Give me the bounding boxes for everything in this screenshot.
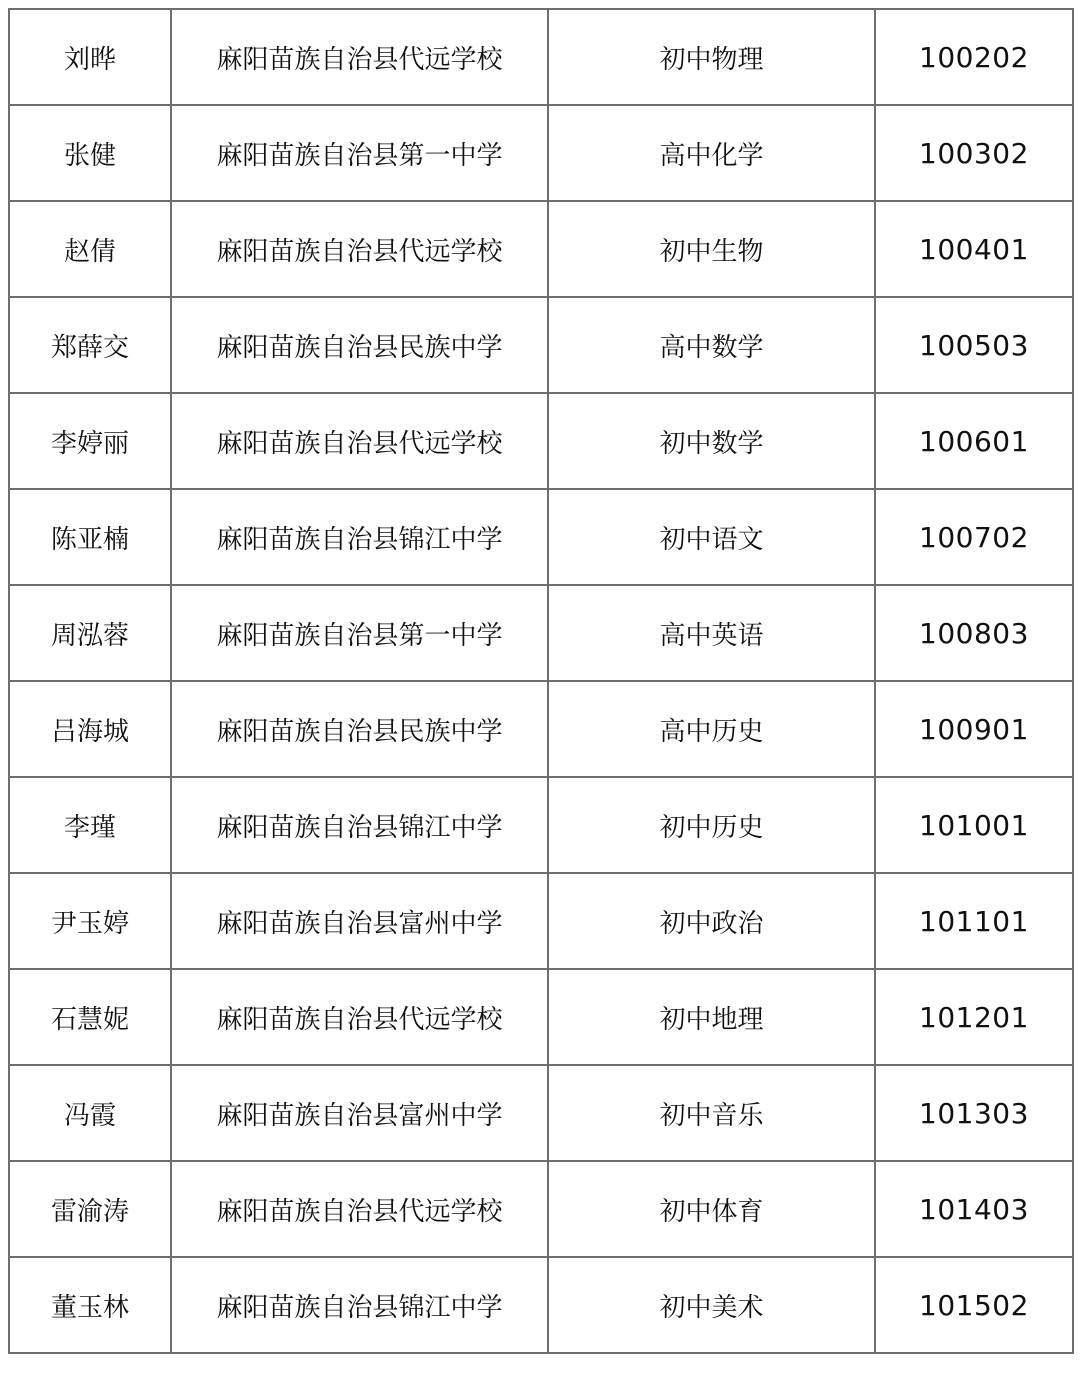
subject-cell: 初中生物 [548, 201, 875, 297]
code-cell: 100503 [875, 297, 1073, 393]
table-row [9, 1161, 1073, 1257]
code-cell: 100302 [875, 105, 1073, 201]
name-cell: 陈亚楠 [9, 489, 171, 585]
table-body [9, 9, 1073, 1353]
table-row [9, 9, 1073, 105]
code-cell: 100803 [875, 585, 1073, 681]
name-cell: 郑薛交 [9, 297, 171, 393]
school-cell: 麻阳苗族自治县第一中学 [171, 585, 548, 681]
name-cell: 张健 [9, 105, 171, 201]
subject-cell: 初中音乐 [548, 1065, 875, 1161]
name-cell: 李婷丽 [9, 393, 171, 489]
name-cell: 刘晔 [9, 9, 171, 105]
subject-cell: 高中历史 [548, 681, 875, 777]
subject-cell: 初中数学 [548, 393, 875, 489]
name-cell: 李瑾 [9, 777, 171, 873]
school-cell: 麻阳苗族自治县代远学校 [171, 1161, 548, 1257]
name-cell: 吕海城 [9, 681, 171, 777]
subject-cell: 初中语文 [548, 489, 875, 585]
code-cell: 100901 [875, 681, 1073, 777]
school-cell: 麻阳苗族自治县富州中学 [171, 1065, 548, 1161]
school-cell: 麻阳苗族自治县锦江中学 [171, 489, 548, 585]
name-cell: 石慧妮 [9, 969, 171, 1065]
code-cell: 100401 [875, 201, 1073, 297]
code-cell: 101001 [875, 777, 1073, 873]
name-cell: 周泓蓉 [9, 585, 171, 681]
school-cell: 麻阳苗族自治县代远学校 [171, 201, 548, 297]
teacher-table [8, 8, 1074, 1354]
code-cell: 100601 [875, 393, 1073, 489]
subject-cell: 初中体育 [548, 1161, 875, 1257]
subject-cell: 高中数学 [548, 297, 875, 393]
table-row [9, 393, 1073, 489]
subject-cell: 初中政治 [548, 873, 875, 969]
code-cell: 101403 [875, 1161, 1073, 1257]
school-cell: 麻阳苗族自治县代远学校 [171, 393, 548, 489]
code-cell: 101502 [875, 1257, 1073, 1353]
school-cell: 麻阳苗族自治县代远学校 [171, 969, 548, 1065]
subject-cell: 初中美术 [548, 1257, 875, 1353]
code-cell: 101201 [875, 969, 1073, 1065]
table-row [9, 297, 1073, 393]
school-cell: 麻阳苗族自治县富州中学 [171, 873, 548, 969]
code-cell: 100202 [875, 9, 1073, 105]
code-cell: 100702 [875, 489, 1073, 585]
school-cell: 麻阳苗族自治县第一中学 [171, 105, 548, 201]
school-cell: 麻阳苗族自治县民族中学 [171, 681, 548, 777]
table-row [9, 201, 1073, 297]
subject-cell: 高中英语 [548, 585, 875, 681]
table-row [9, 489, 1073, 585]
code-cell: 101303 [875, 1065, 1073, 1161]
subject-cell: 初中物理 [548, 9, 875, 105]
table-row [9, 969, 1073, 1065]
table-row [9, 105, 1073, 201]
table-row [9, 1257, 1073, 1353]
name-cell: 冯霞 [9, 1065, 171, 1161]
school-cell: 麻阳苗族自治县民族中学 [171, 297, 548, 393]
name-cell: 赵倩 [9, 201, 171, 297]
name-cell: 董玉林 [9, 1257, 171, 1353]
table-row [9, 777, 1073, 873]
subject-cell: 初中地理 [548, 969, 875, 1065]
name-cell: 尹玉婷 [9, 873, 171, 969]
table-row [9, 873, 1073, 969]
table-row [9, 681, 1073, 777]
school-cell: 麻阳苗族自治县锦江中学 [171, 1257, 548, 1353]
school-cell: 麻阳苗族自治县代远学校 [171, 9, 548, 105]
subject-cell: 初中历史 [548, 777, 875, 873]
subject-cell: 高中化学 [548, 105, 875, 201]
school-cell: 麻阳苗族自治县锦江中学 [171, 777, 548, 873]
name-cell: 雷渝涛 [9, 1161, 171, 1257]
code-cell: 101101 [875, 873, 1073, 969]
table-row [9, 585, 1073, 681]
table-row [9, 1065, 1073, 1161]
